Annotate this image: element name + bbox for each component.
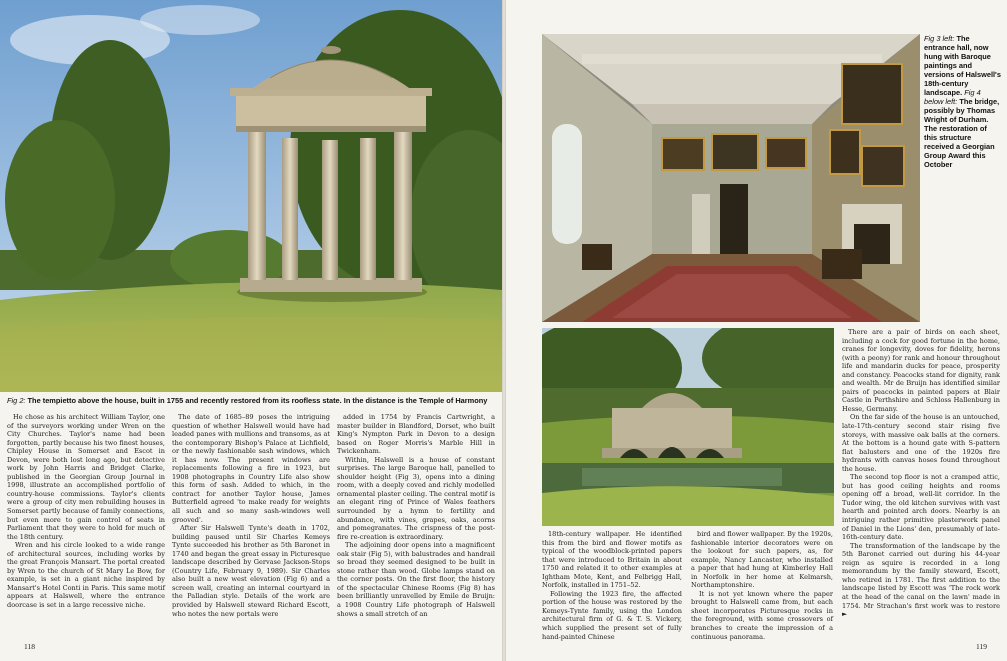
paragraph: Within, Halswell is a house of constant surprises. The large Baroque hall, panelled to shoulder height (Fig 3), opens into a dining room, with a deeply coved and richly modelled ornamental plaster ceiling. The central motif is an elegant ring of Prince of Wales feathers surrounded by a hymn to fertility and abundance, with vines, grapes, oaks, acorns and pomegranates. The crispness of the post-fire re-creation is extraordinary. [337, 455, 495, 541]
caption-fig3-label: Fig 3 left: [924, 34, 955, 43]
paragraph: Following the 1923 fire, the affected portion of the house was restored by the Kemeys-Tynte family, using the London architectural firm of G. & T. S. Vickery, which supplied the present set of fully hand-painted Chinese [542, 589, 682, 641]
bridge-photo [542, 328, 834, 526]
photo-caption-right [924, 34, 1002, 169]
paragraph: The transformation of the landscape by the 5th Baronet carried out during his 44-year reign as squire is recorded in a long memorandum by the family steward, Escott, who retired in 1781. The first addition to the landscape listed by Escott was 'The rock work at the head of the canal on the lawn' made in 1754. Mr Strachan's first work was to restore ► [842, 541, 1000, 619]
text-column-3 [337, 413, 495, 618]
right-page [506, 0, 1007, 661]
page-number-left: 118 [24, 642, 35, 651]
caption-fig4-text: The bridge, possibly by Thomas Wright of Durham. The restoration of this structure received a Georgian Group Award this October [924, 97, 1000, 169]
paragraph: added in 1754 by Francis Cartwright, a master builder in Blandford, Dorset, who built King's Nympton Park in Devon to a design based on Roger Morris's Marble Hill in Twickenham. [337, 413, 495, 456]
tempietto-photo [0, 0, 502, 392]
text-column-4 [542, 530, 682, 641]
text-column-2 [172, 413, 330, 618]
text-column-6 [842, 328, 1000, 619]
paragraph: bird and flower wallpaper. By the 1920s, fashionable interior decorators were on the lookout for such papers, as, for example, Nancy Lancaster, who installed a paper that had hung at Kimberley Hall in Norfolk in her home at Kelmarsh, Northamptonshire. [691, 530, 833, 590]
paragraph: The date of 1685–89 poses the intriguing question of whether Halswell would have had leaded panes with mullions and transoms, as at the contemporary Bishop's Palace at Lichfield, or the newly fashionable sash windows, which it has now. The present windows are replacements following a fire in 1923, but 1908 photographs in Country Life also show this form of sash. Added to which, in the contract for another Taylor house, James Butterfield agreed 'to make ready for weights all such and so many sash-windows well grooved'. [172, 413, 330, 524]
paragraph: The second top floor is not a cramped attic, but has good ceiling heights and rooms opening off a broad, well-lit corridor. In the Tudor wing, the old kitchen survives with vast hearth and pointed arch doors. Nearby is an intriguing rather primitive plasterwork panel of Daniel in the Lions' den, presumably of late-16th-century date. [842, 473, 1000, 542]
text-column-1 [7, 413, 165, 610]
paragraph: After Sir Halswell Tynte's death in 1702, building paused until Sir Charles Kemeys Tynte succeeded his brother as 5th Baronet in 1740 and began the great essay in Picturesque landscape described by Gervase Jackson-Stops (Country Life, February 9, 1989). Sir Charles also built a new west elevation (Fig 6) and a screen wall, creating an internal courtyard in the Palladian style. Details of the work are provided by Halswell steward Richard Escott, who notes the new portals were [172, 524, 330, 618]
caption-fig-label: Fig 2: [7, 396, 26, 405]
caption-fig3-text: The entrance hall, now hung with Baroque paintings and versions of Halswell's 18th-century landscape. [924, 34, 1001, 97]
text-column-5 [691, 530, 833, 641]
paragraph: It is not yet known where the paper brought to Halswell came from, but each sheet incorporates Picturesque rocks in the foreground, with some crossovers of branches to create the impression of a continuous panorama. [691, 589, 833, 641]
photo-caption [7, 396, 495, 405]
caption-text: The tempietto above the house, built in 1755 and recently restored from its roofless state. In the distance is the Temple of Harmony [27, 396, 488, 405]
left-page [0, 0, 502, 661]
paragraph: Wren and his circle looked to a wide range of architectural sources, including works by the great François Mansart. The portal created by Wren to the church of St Mary Le Bow, for example, is set in a giant niche inspired by Mansart's Hotel Conti in Paris. This same motif appears at Halswell, where the entrance doorcase is set in a large recessive niche. [7, 541, 165, 610]
paragraph: There are a pair of birds on each sheet, including a cock for good fortune in the home, cranes for longevity, doves for fidelity, herons (with a peony) for rank and honour throughout life and mandarin ducks for peace, prosperity and constancy. Peacocks stand for dignity, rank and wealth. Mr de Bruijn has identified similar pairs of peacocks in painted papers at Blair Castle in Perthshire and Schloss Hallenburg in Hesse, Germany. [842, 328, 1000, 413]
page-number-right: 119 [976, 642, 987, 651]
caption-fig4-label: Fig 4 below left: [924, 88, 981, 106]
paragraph: 18th-century wallpaper. He identified this from the bird and flower motifs as typical of the woodblock-printed papers that were introduced to Britain in about 1750 and related it to other examples at Ightham Mote, Kent, and Felbrigg Hall, Norfolk, installed in 1751–52. [542, 530, 682, 590]
paragraph: The adjoining door opens into a magnificent oak stair (Fig 5), with balustrades and handrail so broad they seemed designed to be built in stone rather than wood. Globe lamps stand on the corner posts. On the first floor, the history of the spectacular Chinese Rooms (Fig 8) has been brilliantly unravelled by Emile de Bruijn: a 1908 Country Life photograph of Halswell shows a small stretch of an [337, 541, 495, 618]
paragraph: He chose as his architect William Taylor, one of the surveyors working under Wren on the City Churches. Taylor's name had been forgotten, partly because his two finest houses, Chipley House in Somerset and Escot in Devon, were both lost long ago, but detective work by John Harris and Bridget Clarke, published in the Georgian Group Journal in 1998, illustrate an accomplished portfolio of country-house commissions. Taylor's clients were a group of city men rebuilding houses in Somerset partly because of family connections, but even more to gain control of seats in Parliament that they were to hold for much of the 18th century. [7, 413, 165, 541]
paragraph: On the far side of the house is an untouched, late-17th-century second stair rising five storeys, with massive oak balls at the corners. At the bottom is a hound gate with S-pattern flat balusters and one of the 1920s fire hydrants with canvas hoses found throughout the house. [842, 413, 1000, 473]
entrance-hall-photo [542, 34, 920, 322]
